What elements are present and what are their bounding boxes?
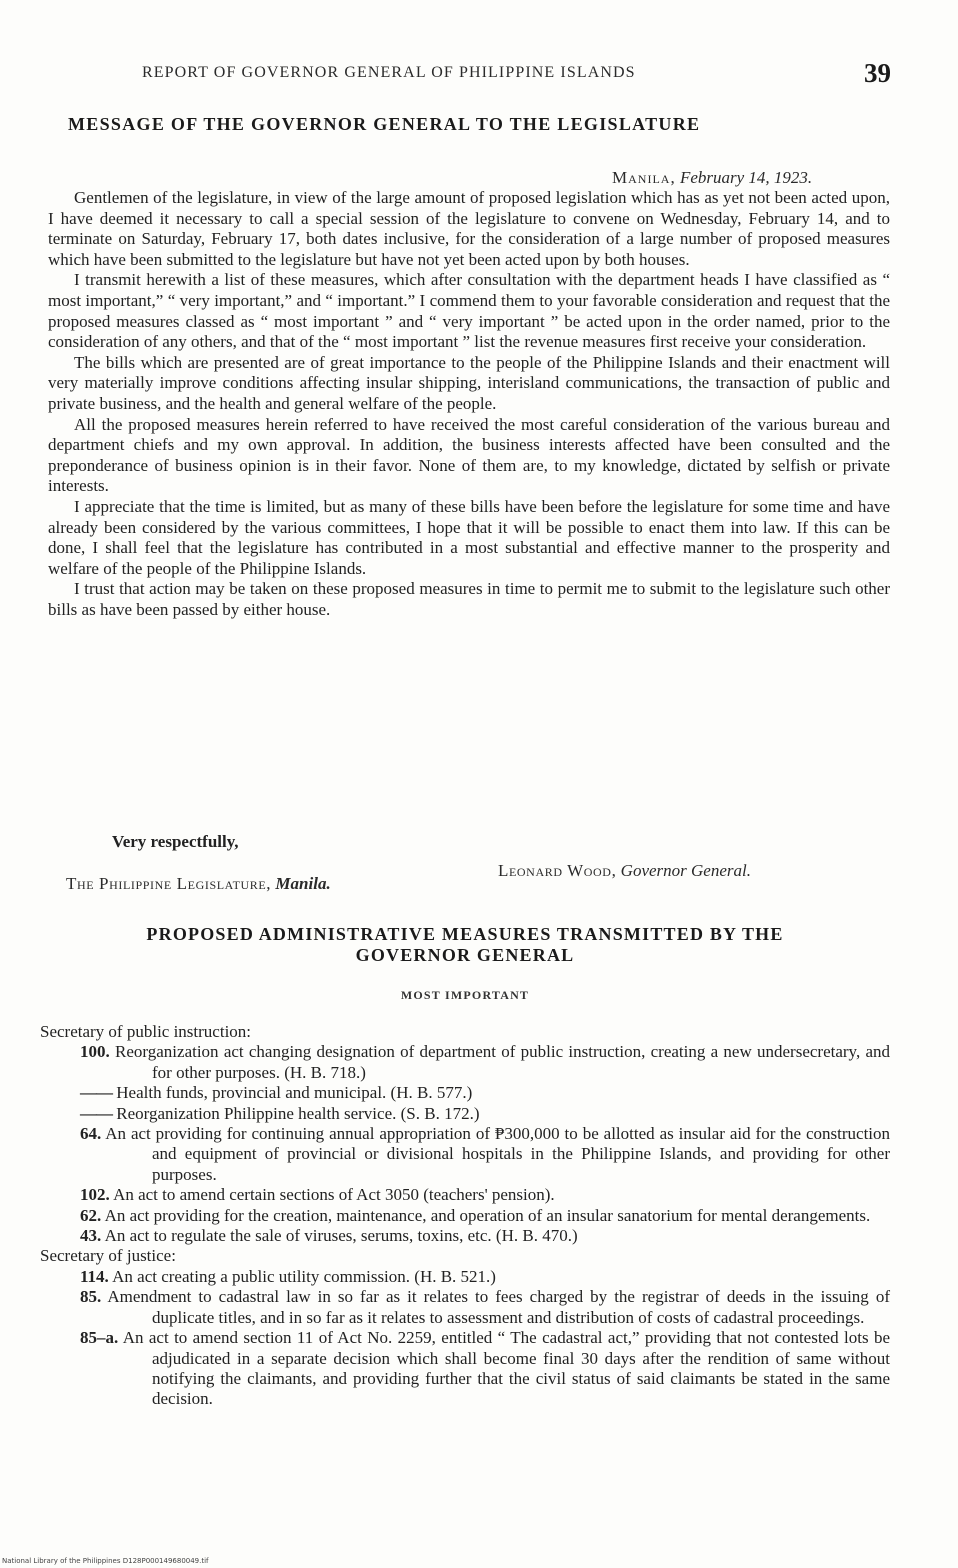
- measures-title-line-1: PROPOSED ADMINISTRATIVE MEASURES TRANSMITTED BY THE: [146, 924, 784, 944]
- item-number: 85.: [80, 1287, 102, 1307]
- measures-title-line-2: GOVERNOR GENERAL: [355, 945, 575, 965]
- item-text: An act to amend certain sections of Act 3050 (teachers' pension).: [113, 1185, 555, 1205]
- dateline: [612, 168, 812, 188]
- message-title: MESSAGE OF THE GOVERNOR GENERAL TO THE LEGISLATURE: [68, 114, 701, 134]
- list-item: [80, 1104, 890, 1124]
- message-paragraph: The bills which are presented are of great importance to the people of the Philippine Islands and their enactment will very materially improve conditions affecting insular shipping, interisland communications, the transaction of public and private business, and the health and general welfare of the people.: [48, 352, 890, 413]
- message-paragraph: All the proposed measures herein referred to have received the most careful consideration of the various bureau and department chiefs and my own approval. In addition, the business interests affected have been consulted and the preponderance of business opinion is in their favor. None of them are, to my knowledge, dictated by selfish or private interests.: [48, 414, 890, 496]
- dateline-city: Manila,: [612, 168, 676, 187]
- item-number: ——: [80, 1103, 112, 1123]
- item-number: 102.: [80, 1185, 110, 1205]
- item-number: 85–a.: [80, 1328, 119, 1348]
- item-number: 100.: [80, 1042, 110, 1062]
- item-text: An act providing for continuing annual appropriation of ₱300,000 to be allotted as insular aid for the construction and equipment of provincial or divisional hospitals in the Philippine Islands, and providing for other purposes.: [105, 1124, 891, 1184]
- scan-footer: National Library of the Philippines D128P000149680049.tif: [2, 1557, 209, 1565]
- list-item: [80, 1206, 890, 1226]
- item-text: An act to regulate the sale of viruses, serums, toxins, etc. (H. B. 470.): [104, 1226, 578, 1246]
- addressee-city: Manila.: [275, 874, 331, 893]
- running-header: REPORT OF GOVERNOR GENERAL OF PHILIPPINE ISLANDS: [142, 64, 636, 81]
- page-number: 39: [864, 58, 891, 88]
- dateline-date: February 14, 1923.: [679, 168, 813, 187]
- item-text: Reorganization act changing designation of department of public instruction, creating a new undersecretary, and for other purposes. (H. B. 718.): [115, 1042, 890, 1082]
- signature-title: Governor General.: [620, 861, 751, 880]
- measures-title: [40, 924, 890, 966]
- message-paragraph: I trust that action may be taken on these proposed measures in time to permit me to submit to the legislature such other bills as have been passed by either house.: [48, 579, 890, 619]
- group-label-justice: Secretary of justice:: [40, 1246, 176, 1266]
- group-label-public-instruction: Secretary of public instruction:: [40, 1022, 252, 1041]
- measures-list: [40, 1022, 890, 1410]
- message-paragraph: I appreciate that the time is limited, but as many of these bills have been before the legislature for some time and have already been considered by the various committees, I hope that it will be possible to enact them into law. If this can be done, I shall feel that the legislature has contributed in a most substantial and effective manner to the prosperity and welfare of the people of the Philippine Islands.: [48, 496, 890, 578]
- list-item: [80, 1083, 890, 1103]
- list-item: [80, 1267, 890, 1287]
- item-text: An act providing for the creation, maintenance, and operation of an insular sanatorium for mental derangements.: [104, 1205, 871, 1225]
- item-text: An act to amend section 11 of Act No. 2259, entitled “ The cadastral act,” providing that not contested lots be adjudicated in a separate decision which shall become final 30 days after the rendition of same without notifying the claimants, and providing further that the civil status of said claimants be stated in the same decision.: [122, 1328, 890, 1409]
- signature: [498, 861, 751, 881]
- closing-salutation: Very respectfully,: [112, 832, 239, 851]
- item-number: ——: [80, 1083, 112, 1103]
- item-number: 62.: [80, 1205, 102, 1225]
- message-body: [48, 188, 890, 620]
- item-text: Amendment to cadastral law in so far as it relates to fees charged by the registrar of deeds in the issuing of duplicate titles, and in so far as it relates to assessment and distribution of costs of cadastral proceedings.: [107, 1287, 890, 1327]
- list-item: [80, 1124, 890, 1185]
- item-text: Reorganization Philippine health service. (S. B. 172.): [116, 1103, 480, 1123]
- item-number: 114.: [80, 1266, 109, 1286]
- signature-name: Leonard Wood,: [498, 861, 617, 880]
- list-item: [80, 1287, 890, 1328]
- message-paragraph: I transmit herewith a list of these measures, which after consultation with the department heads I have classified as “ most important,” “ very important,” and “ important.” I commend them to your favorable consideration and request that the proposed measures classed as “ most important ” and “ very important ” be acted upon in the order named, prior to the consideration of any others, and that of the “ most important ” list the revenue measures first receive your consideration.: [48, 270, 890, 352]
- message-paragraph: Gentlemen of the legislature, in view of the large amount of proposed legislation which has as yet not been acted upon, I have deemed it necessary to call a special session of the legislature to convene on Wednesday, February 14, and to terminate on Saturday, February 17, both dates inclusive, for the consideration of a large number of proposed measures which have been submitted to the legislature but have not yet been acted upon by both houses.: [48, 188, 890, 269]
- list-item: [80, 1185, 890, 1205]
- item-number: 43.: [80, 1226, 102, 1246]
- measures-subheading: MOST IMPORTANT: [400, 988, 530, 1002]
- item-number: 64.: [80, 1124, 102, 1144]
- item-text: Health funds, provincial and municipal. (H. B. 577.): [116, 1083, 473, 1103]
- addressee: [66, 874, 331, 894]
- list-item: [80, 1328, 890, 1410]
- list-item: [80, 1042, 890, 1083]
- addressee-line: The Philippine Legislature,: [66, 874, 272, 893]
- item-text: An act creating a public utility commission. (H. B. 521.): [112, 1266, 496, 1286]
- list-item: [80, 1226, 890, 1246]
